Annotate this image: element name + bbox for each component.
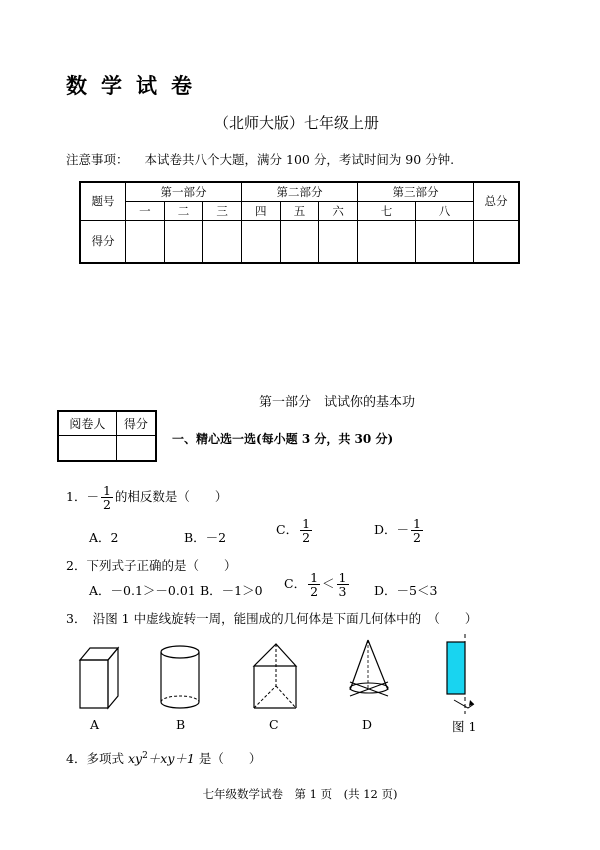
score-cell-6[interactable]	[319, 220, 358, 263]
label-a[interactable]: A	[90, 717, 100, 732]
score-table-q-6: 六	[319, 201, 358, 220]
q1-option-d-label: D．－	[374, 522, 410, 538]
label-d[interactable]: D	[362, 717, 373, 732]
q1-fraction	[101, 484, 113, 511]
score-cell-total[interactable]	[474, 220, 520, 263]
q4-prefix: 4．多项式	[66, 751, 124, 766]
grader-table	[57, 410, 157, 462]
q2-option-c-label: C．	[284, 576, 307, 592]
score-table	[79, 181, 520, 264]
q1-option-d-num: 1	[413, 516, 421, 531]
q4-poly-rest: ＋xy＋1	[147, 751, 195, 766]
q4-text: 是（ ）	[198, 751, 262, 766]
label-figure-1: 图 1	[452, 719, 477, 734]
page-subtitle: （北师大版）七年级上册	[214, 114, 380, 132]
q1-option-c-fraction	[300, 517, 312, 544]
q2-c-op: ＜	[322, 576, 335, 592]
score-cell-3[interactable]	[203, 220, 242, 263]
q4-poly-term: xy	[127, 751, 143, 766]
q1-number: 1．	[66, 489, 87, 505]
score-cell-1[interactable]	[126, 220, 165, 263]
notice	[66, 150, 454, 168]
q1-option-d[interactable]	[374, 517, 425, 544]
q1-option-c[interactable]	[276, 517, 314, 544]
score-cell-7[interactable]	[357, 220, 415, 263]
score-table-part-1: 第一部分	[126, 182, 242, 201]
grader-score-cell[interactable]	[116, 435, 156, 461]
score-table-header-q: 题号	[80, 182, 126, 220]
figure-1	[440, 634, 480, 718]
part-title: 一、精心选一选(每小题 3 分，共 30 分)	[172, 432, 394, 446]
q2-c-r-num: 1	[338, 570, 347, 585]
q1-sign: －	[86, 489, 99, 505]
score-table-score-label: 得分	[80, 220, 126, 263]
score-table-q-5: 五	[280, 201, 319, 220]
q2-option-b[interactable]: B．－1＞0	[200, 583, 263, 598]
question-1	[66, 484, 227, 511]
notice-label: 注意事项：	[66, 152, 129, 167]
score-table-part-3: 第三部分	[357, 182, 473, 201]
label-c[interactable]: C	[269, 717, 279, 732]
score-table-q-2: 二	[164, 201, 203, 220]
triangular-prism-figure	[252, 642, 298, 712]
score-cell-4[interactable]	[241, 220, 280, 263]
q2-c-l-den: 2	[310, 584, 319, 600]
cone-figure	[346, 638, 394, 704]
grader-cell[interactable]	[58, 435, 116, 461]
q1-option-a[interactable]: A．2	[89, 530, 119, 545]
question-4	[66, 749, 261, 767]
q1-frac-num: 1	[102, 483, 111, 498]
grader-label: 阅卷人	[58, 411, 116, 435]
notice-text: 本试卷共八个大题，满分 100 分，考试时间为 90 分钟.	[144, 152, 455, 167]
q2-c-r-den: 3	[338, 584, 347, 600]
q1-option-b[interactable]: B．－2	[184, 530, 227, 545]
grader-score-label: 得分	[116, 411, 156, 435]
score-table-q-3: 三	[203, 201, 242, 220]
score-table-q-7: 七	[357, 201, 415, 220]
question-2: 2．下列式子正确的是（ ）	[66, 558, 237, 573]
score-table-q-1: 一	[126, 201, 165, 220]
q2-option-c-left-fraction	[308, 571, 320, 598]
score-table-q-8: 八	[415, 201, 473, 220]
score-table-q-4: 四	[241, 201, 280, 220]
q2-option-c[interactable]	[284, 571, 351, 598]
q4-poly-exponent: 2	[142, 750, 148, 761]
q2-option-d[interactable]: D．－5＜3	[374, 583, 438, 598]
score-cell-8[interactable]	[415, 220, 473, 263]
q1-frac-den: 2	[102, 497, 111, 513]
score-cell-5[interactable]	[280, 220, 319, 263]
q2-c-l-num: 1	[310, 570, 319, 585]
q1-option-d-fraction	[411, 517, 423, 544]
question-3: 3． 沿图 1 中虚线旋转一周，能围成的几何体是下面几何体中的 （ ）	[66, 611, 478, 626]
q1-text: 的相反数是（ ）	[114, 489, 228, 505]
q1-option-c-num: 1	[302, 516, 311, 531]
score-cell-2[interactable]	[164, 220, 203, 263]
cylinder-figure	[159, 644, 201, 712]
section-heading: 第一部分 试试你的基本功	[259, 395, 416, 410]
figure-1-rectangle	[447, 642, 465, 694]
q2-option-c-right-fraction	[337, 571, 349, 598]
page-footer: 七年级数学试卷 第 1 页 (共 12 页)	[202, 787, 398, 801]
q1-option-c-label: C．	[276, 522, 299, 538]
q1-option-d-den: 2	[413, 530, 421, 546]
q1-option-c-den: 2	[302, 530, 311, 546]
q2-option-a[interactable]: A．－0.1＞－0.01	[89, 583, 196, 598]
score-table-part-2: 第二部分	[241, 182, 357, 201]
score-table-total-header: 总分	[474, 182, 520, 220]
cuboid-figure	[78, 646, 120, 710]
page-title: 数学试卷	[66, 74, 206, 98]
label-b[interactable]: B	[176, 717, 186, 732]
